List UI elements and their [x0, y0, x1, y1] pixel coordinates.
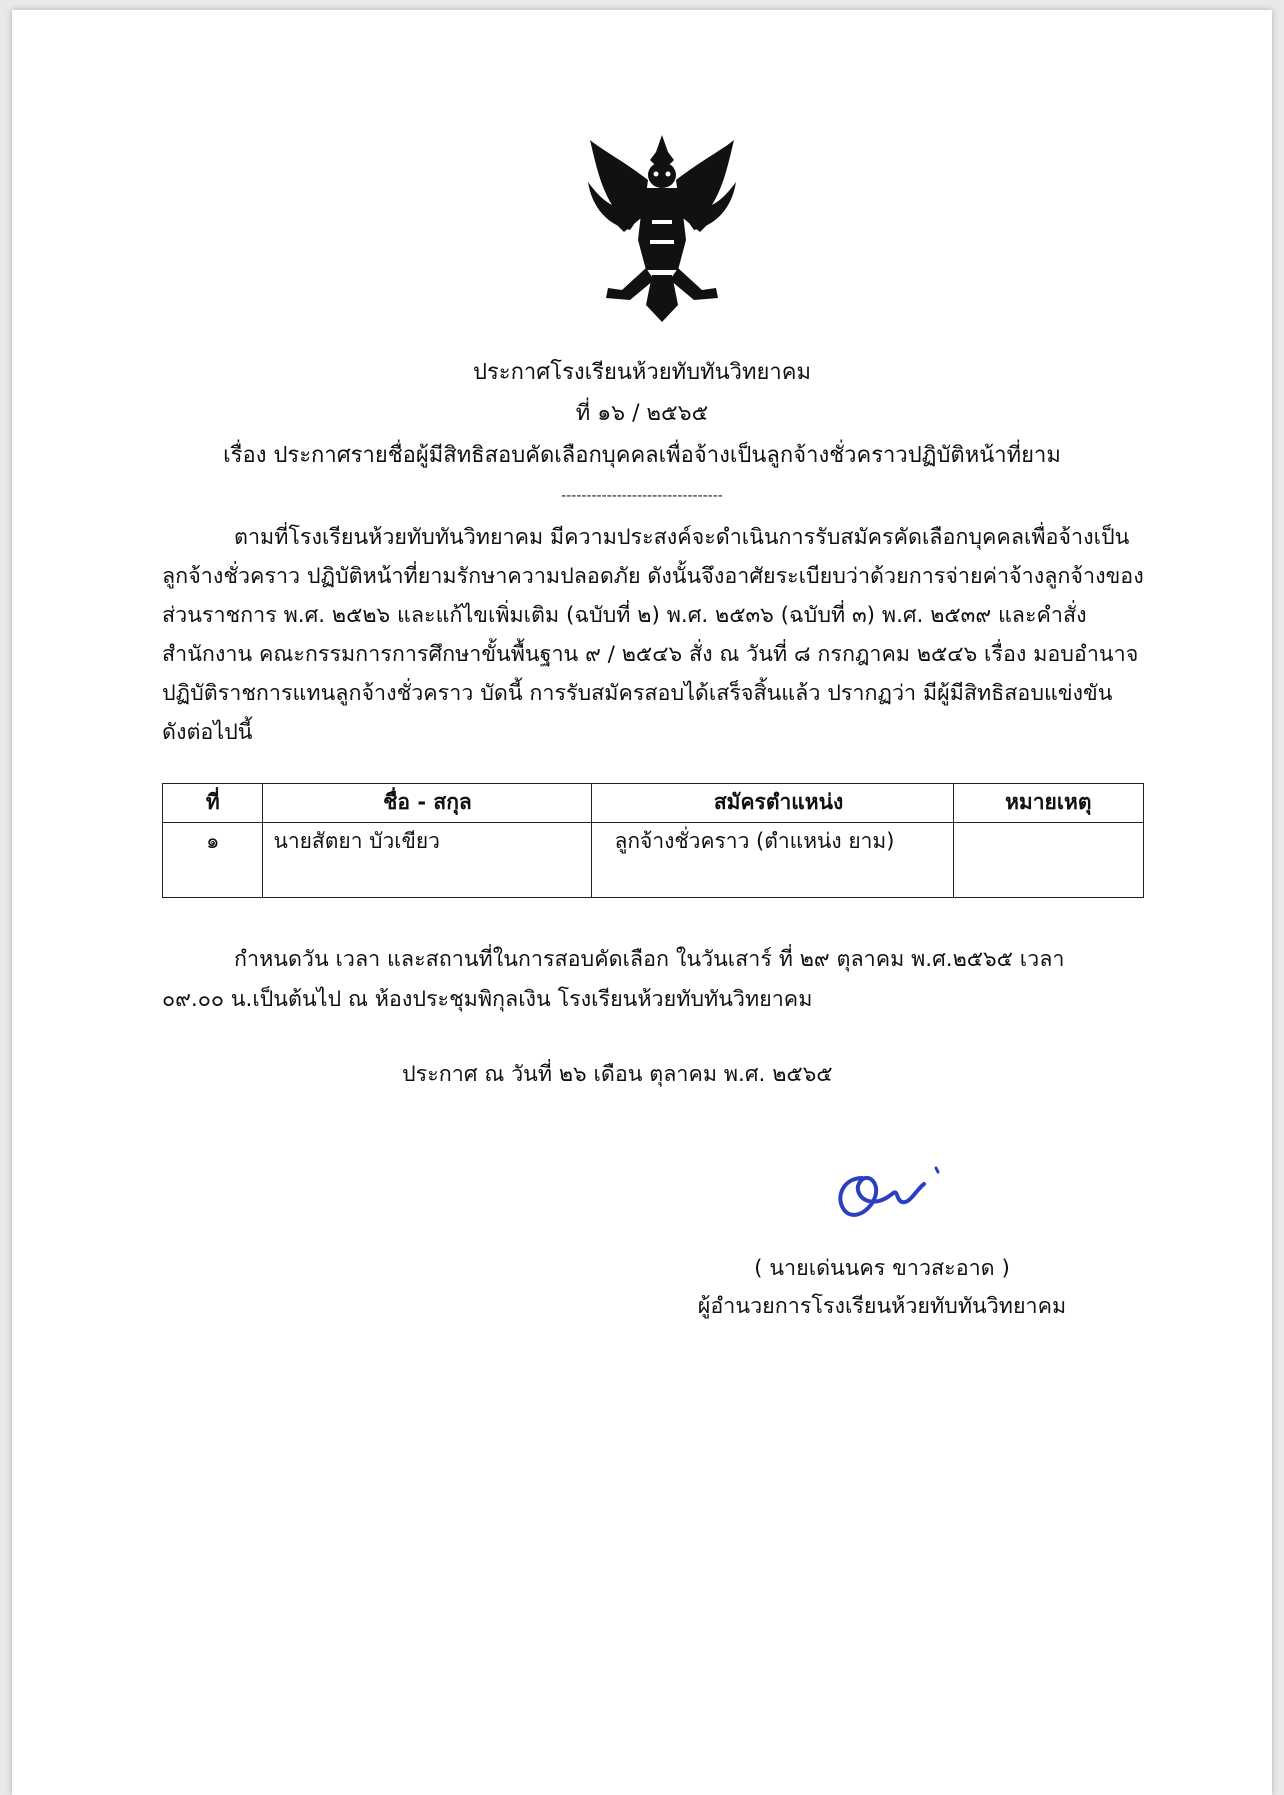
- cell-no: ๑: [163, 823, 263, 898]
- body-line: ส่วนราชการ พ.ศ. ๒๕๒๖ และแก้ไขเพิ่มเติม (ฉบับที่ ๒) พ.ศ. ๒๕๓๖ (ฉบับที่ ๓) พ.ศ. ๒๕๓๙ และคำสั่ง: [162, 603, 1087, 628]
- header-note: หมายเหตุ: [953, 784, 1143, 823]
- announcement-title: ประกาศโรงเรียนห้วยทับทันวิทยาคม: [473, 360, 811, 385]
- body-paragraph: [162, 518, 1154, 752]
- body-line: ลูกจ้างชั่วคราว ปฏิบัติหน้าที่ยามรักษาความปลอดภัย ดังนั้นจึงอาศัยระเบียบว่าด้วยการจ่ายค่าจ้างลูกจ้างของ: [162, 564, 1144, 589]
- signature-icon: [832, 1138, 962, 1228]
- candidate-table: [162, 783, 1144, 898]
- schedule-line: กำหนดวัน เวลา และสถานที่ในการสอบคัดเลือก ในวันเสาร์ ที่ ๒๙ ตุลาคม พ.ศ.๒๕๖๕ เวลา: [234, 947, 1065, 972]
- table-header-row: [163, 784, 1144, 823]
- schedule-line: ๐๙.๐๐ น.เป็นต้นไป ณ ห้องประชุมพิกุลเงิน โรงเรียนห้วยทับทันวิทยาคม: [162, 987, 813, 1012]
- body-line: ปฏิบัติราชการแทนลูกจ้างชั่วคราว บัดนี้ การรับสมัครสอบได้เสร็จสิ้นแล้ว ปรากฏว่า มีผู้มีสิทธิสอบแข่งขัน: [162, 681, 1113, 706]
- signer-name: ( นายเด่นนคร ขาวสะอาด ): [754, 1256, 1010, 1281]
- body-line: สำนักงาน คณะกรรมการการศึกษาขั้นพื้นฐาน ๙ / ๒๕๔๖ สั่ง ณ วันที่ ๘ กรกฎาคม ๒๕๔๖ เรื่อง มอบอำนาจ: [162, 642, 1139, 667]
- body-line: ตามที่โรงเรียนห้วยทับทันวิทยาคม มีความประสงค์จะดำเนินการรับสมัครคัดเลือกบุคคลเพื่อจ้างเป็น: [234, 525, 1130, 550]
- announcement-subject: เรื่อง ประกาศรายชื่อผู้มีสิทธิสอบคัดเลือกบุคคลเพื่อจ้างเป็นลูกจ้างชั่วคราวปฏิบัติหน้าที่ยาม: [223, 443, 1061, 468]
- garuda-emblem-icon: [582, 130, 742, 330]
- cell-position: ลูกจ้างชั่วคราว (ตำแหน่ง ยาม): [592, 823, 953, 898]
- cell-name: นายสัตยา บัวเขียว: [263, 823, 592, 898]
- header-name: ชื่อ - สกุล: [263, 784, 592, 823]
- document-page: [12, 10, 1272, 1795]
- title-divider: --------------------------------: [561, 488, 723, 504]
- header-position: สมัครตำแหน่ง: [592, 784, 953, 823]
- body-line: ดังต่อไปนี้: [162, 720, 253, 745]
- header-no: ที่: [163, 784, 263, 823]
- table-row: [163, 823, 1144, 898]
- announcement-number: ที่ ๑๖ / ๒๕๖๕: [575, 401, 709, 426]
- exam-schedule: [162, 940, 1162, 1020]
- announcement-date: ประกาศ ณ วันที่ ๒๖ เดือน ตุลาคม พ.ศ. ๒๕๖๕: [402, 1062, 833, 1087]
- cell-note: [953, 823, 1143, 898]
- signer-title: ผู้อำนวยการโรงเรียนห้วยทับทันวิทยาคม: [697, 1294, 1067, 1319]
